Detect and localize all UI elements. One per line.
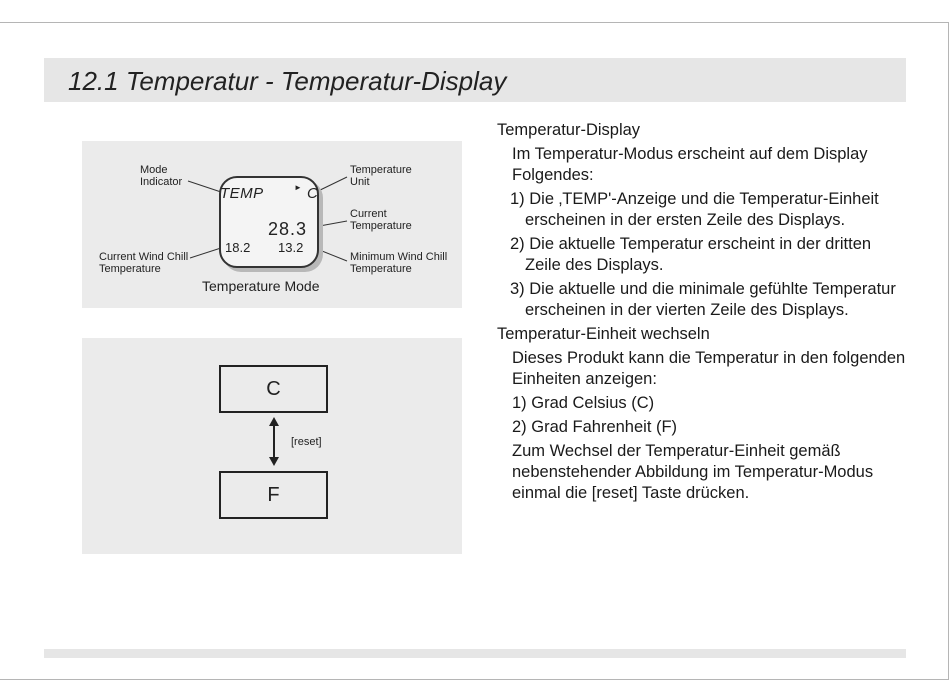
unit-switch-figure: [82, 338, 462, 554]
reset-button-label: [reset]: [291, 436, 322, 448]
section-paragraph: Dieses Produkt kann die Temperatur in den folgenden Einheiten anzeigen:: [512, 349, 906, 388]
unit-pointer-icon: ►: [294, 183, 302, 192]
page-title: 12.1 Temperatur - Temperatur-Display: [68, 66, 507, 96]
title-bar: [44, 58, 906, 102]
list-item: 2) Die aktuelle Temperatur erscheint in der dritten Zeile des Displays.: [510, 235, 872, 274]
section-paragraph: Zum Wechsel der Temperatur-Einheit gemäß nebenstehender Abbildung im Temperatur-Modus einmal die [reset] Taste drücken.: [512, 442, 874, 502]
display-figure: [82, 141, 462, 308]
list-item: 1) Die ‚TEMP'-Anzeige und die Temperatur-Einheit erscheinen in der ersten Zeile des Displays.: [510, 190, 879, 229]
current-temperature-label: Current Temperature: [350, 208, 412, 232]
lcd-wind-chill-minimum: 13.2: [278, 240, 304, 255]
body-text: [497, 120, 907, 504]
mode-indicator-label: Mode Indicator: [140, 164, 183, 188]
section-heading-unit: Temperatur-Einheit wechseln: [497, 325, 710, 343]
figure-caption: Temperature Mode: [202, 278, 320, 294]
list-item: 1) Grad Celsius (C): [512, 394, 655, 412]
minimum-wind-chill-label: Minimum Wind Chill Temperature: [350, 251, 448, 275]
footer-bar: [44, 649, 906, 658]
lcd-current-temperature: 28.3: [268, 219, 308, 239]
lcd-wind-chill-current: 18.2: [225, 240, 251, 255]
current-wind-chill-label: Current Wind Chill Temperature: [99, 251, 189, 275]
temperature-unit-label: Temperature Unit: [350, 164, 412, 188]
celsius-box: C: [219, 365, 328, 413]
list-item: 3) Die aktuelle und die minimale gefühlte Temperatur erscheinen in der vierten Zeile des Displays.: [510, 280, 896, 319]
list-item: 2) Grad Fahrenheit (F): [512, 418, 678, 436]
section-heading-display: Temperatur-Display: [497, 121, 641, 139]
lcd-unit-text: C: [307, 185, 318, 202]
double-arrow-icon: [82, 338, 462, 554]
lcd-mode-text: TEMP: [220, 185, 264, 202]
section-paragraph: Im Temperatur-Modus erscheint auf dem Display Folgendes:: [512, 145, 868, 184]
fahrenheit-box: F: [219, 471, 328, 519]
